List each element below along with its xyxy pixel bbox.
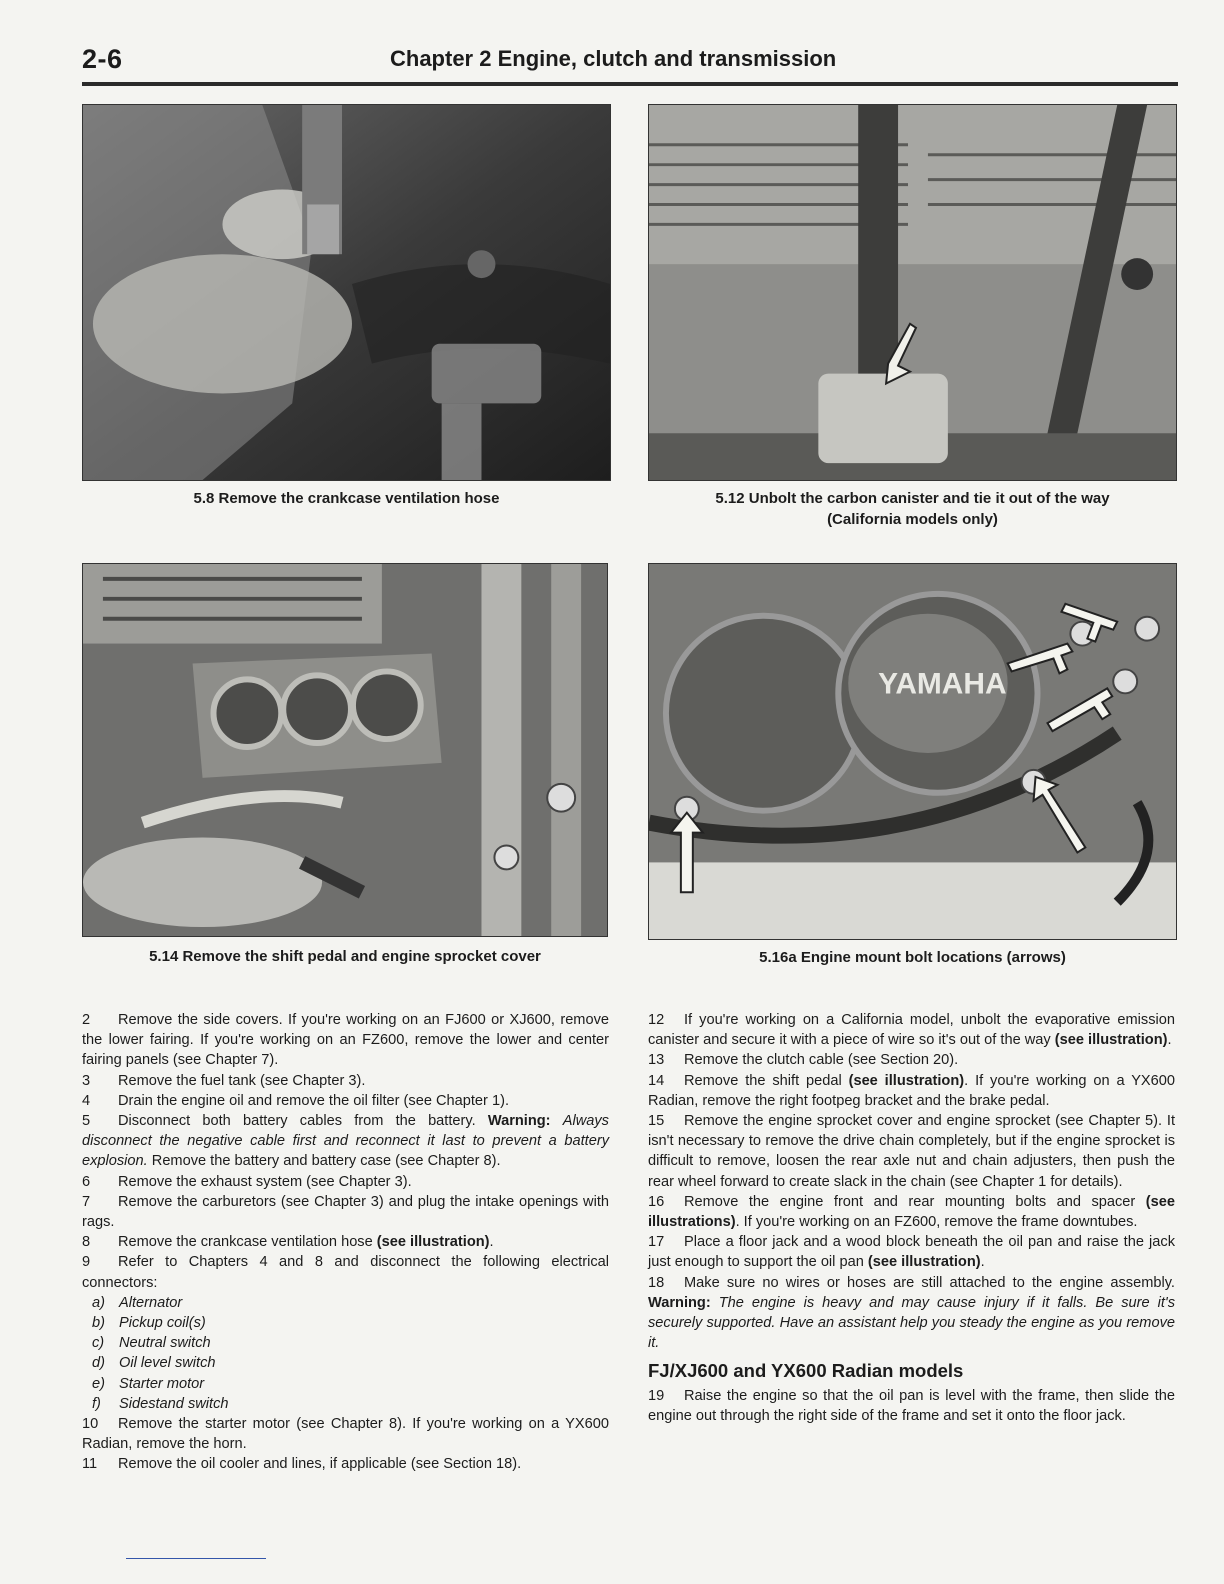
step-3: 3 Remove the fuel tank (see Chapter 3).	[82, 1072, 366, 1089]
page-number: 2-6	[82, 44, 123, 74]
photo-5-14	[82, 563, 608, 937]
caption-5-14: 5.14 Remove the shift pedal and engine sprocket cover	[149, 948, 541, 965]
step-19: 19 Raise the engine so that the oil pan is level with the frame, then slide the engine out through the right side of the frame and set it onto the floor jack.	[648, 1387, 1175, 1424]
list-item: c) Neutral switch	[92, 1335, 211, 1352]
right-text-column	[648, 1010, 1175, 1426]
step-9: 9 Refer to Chapters 4 and 8 and disconnect the following electrical connectors:	[82, 1254, 609, 1291]
step-11: 11 Remove the oil cooler and lines, if applicable (see Section 18).	[82, 1456, 522, 1473]
connector-list	[82, 1293, 609, 1414]
caption-5-12-line1: 5.12 Unbolt the carbon canister and tie it out of the way	[715, 490, 1110, 507]
photo-5-12	[648, 104, 1177, 481]
left-text-column	[82, 1010, 609, 1475]
photo-5-8	[82, 104, 611, 481]
step-18: 18 Make sure no wires or hoses are still attached to the engine assembly. Warning: The engine is heavy and may cause injury if it falls. Be sure it's securely supported. Have an assistant help you steady the engine as you remove it.	[648, 1274, 1175, 1352]
photo-5-16a	[648, 563, 1177, 940]
step-7: 7 Remove the carburetors (see Chapter 3) and plug the intake openings with rags.	[82, 1193, 609, 1231]
step-8: 8 Remove the crankcase ventilation hose (see illustration).	[82, 1234, 494, 1251]
list-item: b) Pickup coil(s)	[92, 1315, 206, 1332]
caption-5-12-line2: (California models only)	[827, 511, 998, 528]
yamaha-logo-text: YAMAHA	[878, 667, 1007, 701]
step-6: 6 Remove the exhaust system (see Chapter 3).	[82, 1173, 412, 1190]
step-5: 5 Disconnect both battery cables from the battery. Warning: Always disconnect the negative cable first and reconnect it last to prevent a battery explosion. Remove the battery and battery case (see Chapter 8).	[82, 1113, 609, 1170]
step-4: 4 Drain the engine oil and remove the oil filter (see Chapter 1).	[82, 1092, 509, 1109]
step-16: 16 Remove the engine front and rear mounting bolts and spacer (see illustrations). If you're working on an FZ600, remove the frame downtubes.	[648, 1193, 1175, 1231]
list-item: d) Oil level switch	[92, 1355, 216, 1372]
list-item: a) Alternator	[92, 1294, 183, 1311]
step-12: 12 If you're working on a California model, unbolt the evaporative emission canister and secure it with a piece of wire so it's out of the way (see illustration).	[648, 1012, 1175, 1049]
list-item: e) Starter motor	[92, 1375, 205, 1392]
step-15: 15 Remove the engine sprocket cover and engine sprocket (see Chapter 5). It isn't necessary to remove the drive chain completely, but if the engine sprocket is difficult to remove, loosen the rear axle nut and chain adjusters, then push the rear wheel forward to create slack in the chain (see Chapter 1 for details).	[648, 1113, 1175, 1190]
step-2: 2 Remove the side covers. If you're working on an FJ600 or XJ600, remove the lower fairing. If you're working on an FZ600, remove the lower and center fairing panels (see Chapter 7).	[82, 1012, 609, 1069]
section-subheading: FJ/XJ600 and YX600 Radian models	[648, 1360, 964, 1382]
caption-5-16a: 5.16a Engine mount bolt locations (arrows)	[759, 949, 1066, 966]
header-rule	[82, 82, 1178, 86]
step-10: 10 Remove the starter motor (see Chapter 8). If you're working on a YX600 Radian, remove the horn.	[82, 1416, 609, 1453]
list-item: f) Sidestand switch	[92, 1395, 229, 1412]
step-17: 17 Place a floor jack and a wood block beneath the oil pan and raise the jack just enough to support the oil pan (see illustration).	[648, 1234, 1175, 1271]
step-14: 14 Remove the shift pedal (see illustration). If you're working on a YX600 Radian, remove the right footpeg bracket and the brake pedal.	[648, 1072, 1176, 1109]
footer-line	[126, 1558, 266, 1559]
step-13: 13 Remove the clutch cable (see Section 20).	[648, 1052, 959, 1069]
caption-5-8: 5.8 Remove the crankcase ventilation hose	[193, 490, 500, 507]
chapter-title: Chapter 2 Engine, clutch and transmission	[390, 46, 837, 71]
